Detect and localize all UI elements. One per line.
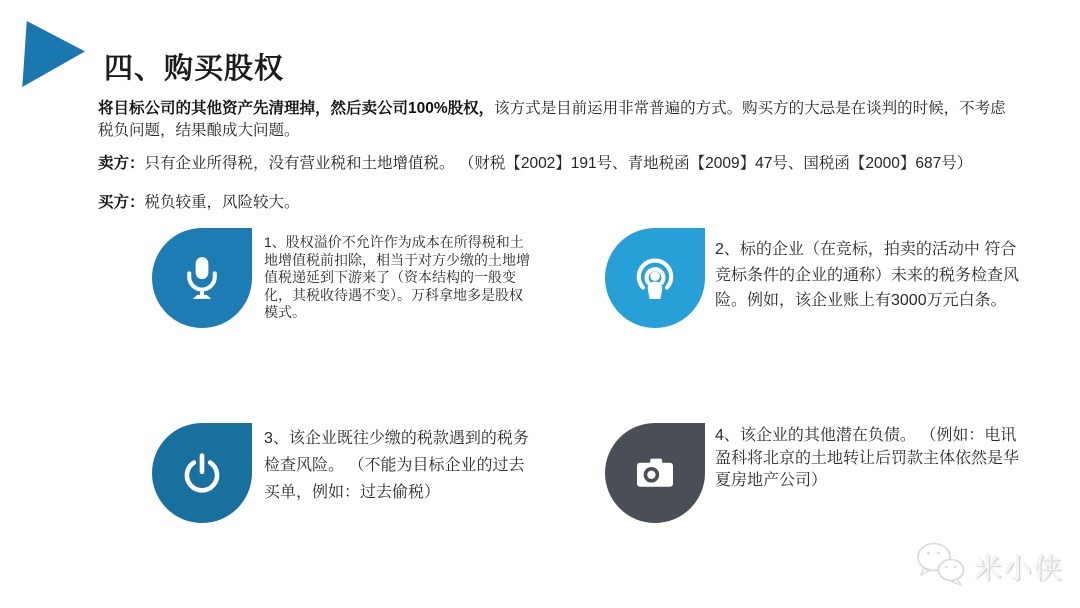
intro-paragraph: [98, 98, 1016, 141]
list-item-1: [152, 228, 532, 328]
list-item-text: 1、股权溢价不允许作为成本在所得税和土地增值税前扣除，相当于对方少缴的土地增值税递延到下游来了（资本结构的一般变化，其税收待遇不变）。万科拿地多是股权模式。: [264, 234, 530, 320]
buyer-label: 买方：: [98, 194, 145, 211]
seller-text: 只有企业所得税，没有营业税和土地增值税。 （财税【2002】191号、青地税函【2009】47号、国税函【2000】687号）: [144, 155, 973, 172]
microphone-icon: [152, 228, 252, 328]
accent-triangle-icon: [21, 21, 85, 87]
podcast-icon: [605, 228, 705, 328]
watermark: [914, 541, 1064, 592]
camera-icon: [605, 423, 705, 523]
buyer-text: 税负较重，风险较大。: [144, 194, 300, 211]
intro-rest-text: 该方式是目前运用非常普遍的方式。购买方的大忌是在谈判的时候，不考虑税负问题，结果酿成大问题。: [98, 100, 1006, 139]
seller-label: 卖方：: [98, 155, 145, 172]
list-item-text: 3、该企业既往少缴的税款遇到的税务检查风险。 （不能为目标企业的过去买单，例如：过去偷税）: [264, 430, 529, 501]
page-title: 四、购买股权: [104, 53, 285, 85]
seller-paragraph: [98, 153, 1016, 174]
list-item-4: [605, 423, 1025, 523]
power-icon: [152, 423, 252, 523]
intro-bold-text: 将目标公司的其他资产先清理掉，然后卖公司100%股权，: [98, 100, 495, 117]
wechat-logo-icon: [914, 541, 968, 592]
list-item-2: [605, 228, 1025, 328]
buyer-paragraph: [98, 192, 1016, 213]
list-item-text: 4、该企业的其他潜在负债。 （例如：电讯盈科将北京的土地转让后罚款主体依然是华夏房地产公司）: [715, 427, 1020, 489]
watermark-label: 米小侠: [973, 552, 1064, 584]
list-item-text: 2、标的企业（在竞标，拍卖的活动中 符合竞标条件的企业的通称）未来的税务检查风险。例如，该企业账上有3000万元白条。: [715, 241, 1020, 309]
list-item-3: [152, 423, 532, 523]
